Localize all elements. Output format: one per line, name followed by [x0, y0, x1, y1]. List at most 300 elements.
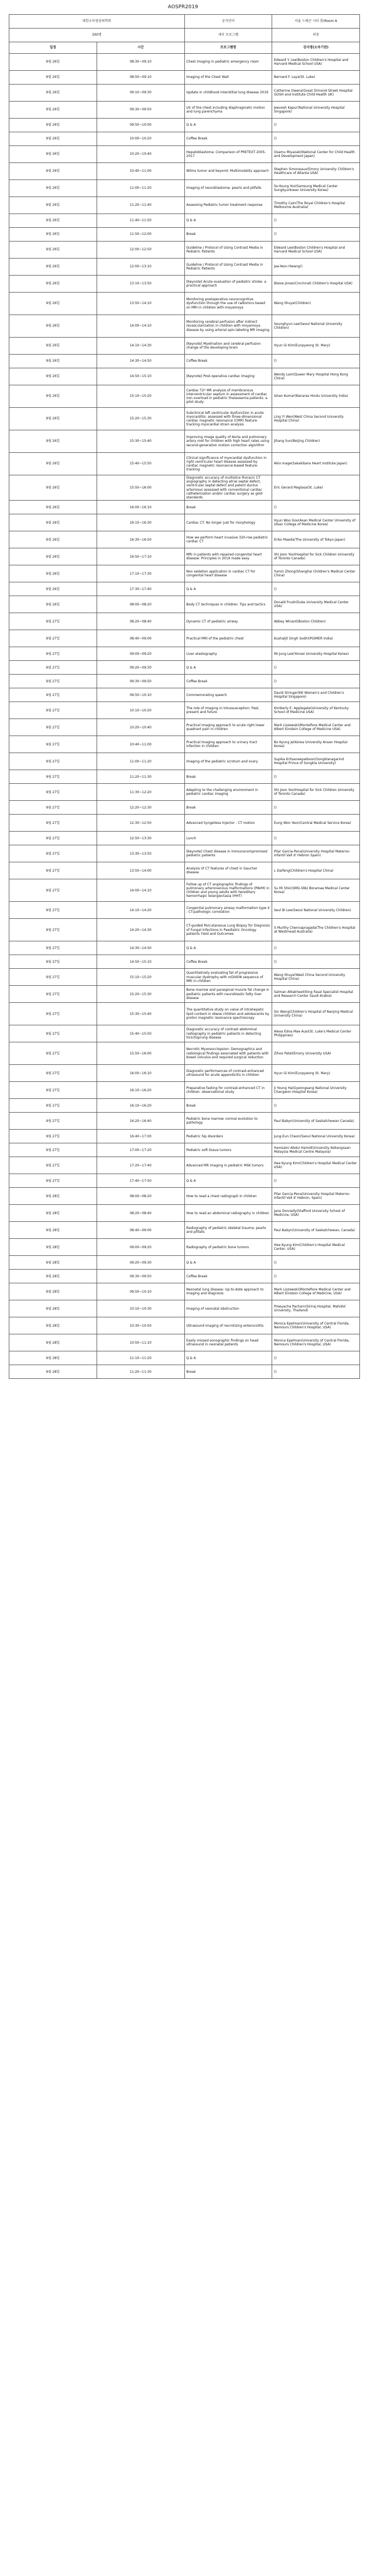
session-time: 16:20~16:40 — [97, 1113, 184, 1130]
session-row — [9, 845, 360, 862]
session-title: Q & A — [184, 1174, 272, 1188]
session-title: Q & A — [184, 1256, 272, 1270]
session-speaker: () — [272, 228, 360, 242]
session-title: Guideline / Protocol of Using Contrast Media in Pediatric Patients — [184, 242, 272, 259]
session-day: 9월 27일 — [9, 675, 97, 688]
session-title: [Keynote] Acute evaluation of pediatric stroke: a practical approach — [184, 276, 272, 293]
session-row — [9, 355, 360, 368]
session-time: 08:40~09:00 — [97, 630, 184, 647]
session-title: Cardiac T2* MR analysis of membranous interventricular septum in assessment of cardiac iron overload in pediatric thalassemia patients: a pilot study — [184, 385, 272, 408]
session-speaker: Donald Frush(Duke University Medical Center USA) — [272, 596, 360, 613]
session-speaker: Pilar Garcia-Pena(University Hospital Materno-Infantil Vall d' Hebron Spain) — [272, 845, 360, 862]
session-day: 9월 28일 — [9, 1317, 97, 1334]
session-time: 15:10~15:20 — [97, 969, 184, 986]
session-time: 13:10~13:50 — [97, 276, 184, 293]
session-row — [9, 784, 360, 801]
session-time: 10:50~11:10 — [97, 1334, 184, 1351]
session-time: 10:10~10:30 — [97, 1300, 184, 1317]
session-day: 9월 26일 — [9, 146, 97, 163]
session-row — [9, 1351, 360, 1365]
header-row — [9, 42, 360, 54]
session-title: Congenital pulmonary airway malformation type 4 : CT-pathologic correlation — [184, 902, 272, 919]
session-speaker: Mark Liszewski(Montefiore Medical Center and Albert Einstein College of Medicine, USA) — [272, 1283, 360, 1300]
session-speaker: Paul Babyn(University of Saskatchewan Canada) — [272, 1113, 360, 1130]
session-row — [9, 815, 360, 832]
session-title: Q & A — [184, 1351, 272, 1365]
session-speaker: Eriko Maeda(The University of Tokyo Japan) — [272, 531, 360, 548]
session-title: The quantitative study on value of intrahepatic lipid content in obese children and adolescents by proton magnetic resonance spectroscopy — [184, 1003, 272, 1025]
session-title: Chest imaging in pediatric emergency room — [184, 54, 272, 71]
session-title: Coffee Break — [184, 132, 272, 146]
session-day: 9월 28일 — [9, 1205, 97, 1222]
session-speaker: Su Mi Shin(SMG-SNU Boramae Medical Center Korea) — [272, 879, 360, 902]
session-time: 08:50~09:10 — [97, 71, 184, 85]
meta-center-label: 공식언어 — [184, 15, 272, 29]
session-row — [9, 1157, 360, 1174]
session-time: 08:00~08:20 — [97, 1188, 184, 1205]
session-row — [9, 719, 360, 736]
session-speaker: Seunghyun Lee(Seoul National University Children) — [272, 315, 360, 338]
session-row — [9, 242, 360, 259]
session-speaker: Monica Epelman(University of Central Florida, Nemours Children's Hospital, USA) — [272, 1317, 360, 1334]
session-time: 08:00~08:20 — [97, 596, 184, 613]
session-row — [9, 919, 360, 941]
session-speaker: Edward Lee(Boston Children's Hospital and Harvard Medical School USA) — [272, 242, 360, 259]
session-row — [9, 1300, 360, 1317]
session-time: 16:30~16:50 — [97, 531, 184, 548]
session-time: 10:30~10:50 — [97, 1317, 184, 1334]
session-title: Ultrasound imaging of necrotizing enterocolitis — [184, 1317, 272, 1334]
session-title: Imaging of the pediatric scrotum and ovary — [184, 753, 272, 770]
session-day: 9월 26일 — [9, 71, 97, 85]
session-time: 08:20~08:40 — [97, 1205, 184, 1222]
meta-right-label: 서울 드래곤 시티 룸(Room A — [272, 15, 360, 29]
session-row — [9, 862, 360, 879]
session-time: 12:50~13:30 — [97, 832, 184, 845]
header-time: 시간 — [97, 42, 184, 54]
session-day: 9월 26일 — [9, 531, 97, 548]
session-day: 9월 28일 — [9, 1188, 97, 1205]
session-row — [9, 770, 360, 784]
session-time: 14:10~14:30 — [97, 338, 184, 355]
session-title: Follow up of CT angiographic findings of pulmonary arteriovenous malformations (PAVM) in children and young adults with hereditary hemorrhagic telangiectasia (HHT) — [184, 879, 272, 902]
session-day: 9월 27일 — [9, 969, 97, 986]
session-title: Radiography of pediatric bone tumors — [184, 1239, 272, 1256]
session-title: Q & A — [184, 941, 272, 955]
session-speaker: Shi Joon Yoo(Hospital for Sick Children University of Toronto Canada) — [272, 548, 360, 565]
session-speaker: () — [272, 1270, 360, 1283]
session-row — [9, 228, 360, 242]
session-row — [9, 315, 360, 338]
session-row — [9, 119, 360, 132]
header-day: 일정 — [9, 42, 97, 54]
session-title: Coffee Break — [184, 1270, 272, 1283]
session-row — [9, 385, 360, 408]
session-time: 09:10~09:30 — [97, 85, 184, 102]
session-title: The role of imaging in intussusception: Past, present and future — [184, 702, 272, 719]
session-day: 9월 27일 — [9, 955, 97, 969]
meta-left-value: 300명 — [9, 29, 185, 42]
session-speaker: Supika Kritsaneepaiboon(Songklanagarind Hospital Prince of Songkla University) — [272, 753, 360, 770]
session-title: Preparative fasting for contrast-enhanced CT in children: observational study — [184, 1082, 272, 1099]
session-speaker: Jung-Eun Cheon(Seoul National University Korea) — [272, 1130, 360, 1143]
session-time: 15:10~15:20 — [97, 385, 184, 408]
session-time: 08:40~09:00 — [97, 1222, 184, 1239]
session-speaker: () — [272, 132, 360, 146]
session-row — [9, 832, 360, 845]
session-title: Improving image quality of Aorta and pulmonary artery root for children with high heart rates using second-generation motion correction algorithm — [184, 430, 272, 453]
session-day: 9월 26일 — [9, 582, 97, 596]
session-time: 11:00~11:20 — [97, 180, 184, 197]
session-day: 9월 27일 — [9, 1143, 97, 1157]
session-title: Wilms tumor and beyond: Multimodality approach — [184, 163, 272, 180]
session-day: 9월 27일 — [9, 784, 97, 801]
session-row — [9, 259, 360, 276]
session-day: 9월 26일 — [9, 102, 97, 119]
session-time: 13:50~14:00 — [97, 862, 184, 879]
session-row — [9, 163, 360, 180]
session-time: 09:50~10:10 — [97, 1283, 184, 1300]
meta-right-value: 의장 — [272, 29, 360, 42]
session-row — [9, 1317, 360, 1334]
session-day: 9월 26일 — [9, 475, 97, 501]
session-row — [9, 565, 360, 582]
session-title: [Keynote] Chest disease in immunocompromised pediatric patients — [184, 845, 272, 862]
session-time: 12:00~12:50 — [97, 242, 184, 259]
session-row — [9, 955, 360, 969]
session-time: 10:10~10:20 — [97, 702, 184, 719]
session-row — [9, 675, 360, 688]
session-time: 13:50~14:10 — [97, 293, 184, 315]
session-day: 9월 28일 — [9, 1283, 97, 1300]
program-table — [9, 14, 360, 1379]
session-title: Monitoring postoperative neurocognitive dysfunction through the use of radiomics based on MRI in children with moyamoya — [184, 293, 272, 315]
session-time: 12:00~13:10 — [97, 259, 184, 276]
session-row — [9, 986, 360, 1003]
session-day: 9월 26일 — [9, 180, 97, 197]
session-day: 9월 26일 — [9, 214, 97, 228]
session-row — [9, 1270, 360, 1283]
session-day: 9월 27일 — [9, 879, 97, 902]
session-time: 14:50~15:10 — [97, 368, 184, 385]
session-speaker: Wendy Lam(Queen Mary Hospital Hong Kong China) — [272, 368, 360, 385]
session-speaker: Abbey Winant(Boston Children) — [272, 613, 360, 630]
session-day: 9월 27일 — [9, 986, 97, 1003]
session-time: 11:00~11:20 — [97, 753, 184, 770]
session-row — [9, 276, 360, 293]
session-time: 14:50~15:10 — [97, 955, 184, 969]
session-title: Coffee Break — [184, 675, 272, 688]
session-speaker: Timothy Cain(The Royal Children's Hospital Melbourne Australia) — [272, 197, 360, 214]
session-day: 9월 26일 — [9, 54, 97, 71]
session-title: Coffee Break — [184, 355, 272, 368]
session-row — [9, 548, 360, 565]
session-day: 9월 27일 — [9, 902, 97, 919]
session-title: Cardiac CT: No longer just for morphology — [184, 514, 272, 531]
session-time: 17:40~17:50 — [97, 1174, 184, 1188]
session-title: Adapting to the challenging environment in pediatric cardiac imaging — [184, 784, 272, 801]
session-speaker: Sin Wang(Children's Hospital of Nanjing Medical University China) — [272, 1003, 360, 1025]
session-day: 9월 26일 — [9, 408, 97, 430]
session-title: Easily missed sonographic findings on head ultrasound in neonatal patients — [184, 1334, 272, 1351]
session-day: 9월 27일 — [9, 919, 97, 941]
session-day: 9월 27일 — [9, 801, 97, 815]
session-time: 11:10~11:20 — [97, 1351, 184, 1365]
session-time: 10:00~10:20 — [97, 132, 184, 146]
session-time: 12:30~12:50 — [97, 815, 184, 832]
session-time: 16:10~16:20 — [97, 1099, 184, 1113]
session-time: 15:20~15:30 — [97, 408, 184, 430]
session-title: Neonatal lung disease: Up-to-date approach to imaging and diagnosis — [184, 1283, 272, 1300]
session-row — [9, 1042, 360, 1065]
session-row — [9, 71, 360, 85]
session-day: 9월 26일 — [9, 228, 97, 242]
session-row — [9, 1239, 360, 1256]
session-speaker: Blaise Jones(Cincinnati Children's Hospital USA) — [272, 276, 360, 293]
session-title: Analysis of CT features of chest in Gaucher disease — [184, 862, 272, 879]
session-row — [9, 514, 360, 531]
session-speaker: () — [272, 675, 360, 688]
session-day: 9월 26일 — [9, 132, 97, 146]
session-title: Body CT techniques in children: Tips and tactics — [184, 596, 272, 613]
meta-center-value: 세부 프로그램 — [184, 29, 272, 42]
session-row — [9, 879, 360, 902]
session-speaker: Stephen Simoneaux(Emory University Children's Healthcare of Atlanta USA) — [272, 163, 360, 180]
session-day: 9월 27일 — [9, 1082, 97, 1099]
session-row — [9, 197, 360, 214]
session-speaker: Bernard F. Laya(St. Luke) — [272, 71, 360, 85]
session-day: 9월 26일 — [9, 197, 97, 214]
session-day: 9월 26일 — [9, 163, 97, 180]
session-title: Diagnostic accuracy of multislice thoracic CT angiography in detecting atrial septal defect, ventricular septal defect and patent ductus arteriosus assessed with conventional cardiac catheterization and/or cardiac surgery as gold standards — [184, 475, 272, 501]
session-title: Monitoring cerebral perfusion after indirect revascularization in children with moyamoya disease by using arterial spin-labeling MR imaging — [184, 315, 272, 338]
session-speaker: Jae-Yeon Hwang() — [272, 259, 360, 276]
session-title: Coffee Break — [184, 955, 272, 969]
session-time: 09:00~09:20 — [97, 1239, 184, 1256]
session-speaker: () — [272, 941, 360, 955]
session-time: 10:40~11:00 — [97, 736, 184, 753]
session-row — [9, 146, 360, 163]
session-row — [9, 1082, 360, 1099]
session-speaker: Hamzaini Abdul Hamid(University Kebangsaan Malaysia Medical Centre Malaysia) — [272, 1143, 360, 1157]
session-speaker: Mark Liszewski(Montefiore Medical Center and Albert Einstein College of Medicine USA) — [272, 719, 360, 736]
session-row — [9, 1188, 360, 1205]
session-time: 14:00~14:10 — [97, 315, 184, 338]
session-title: [Keynote] Myelination and cerebral perfusion change of the developing brain — [184, 338, 272, 355]
session-speaker: () — [272, 1256, 360, 1270]
session-speaker: Jane Donnelly(Stafford University School of Medicine, USA) — [272, 1205, 360, 1222]
session-time: 09:30~09:50 — [97, 1270, 184, 1283]
session-day: 9월 27일 — [9, 1099, 97, 1113]
session-speaker: Zihoo Patel(Emory University USA) — [272, 1042, 360, 1065]
session-title: Dynamic CT of pediatric airway — [184, 613, 272, 630]
session-row — [9, 969, 360, 986]
session-row — [9, 630, 360, 647]
session-day: 9월 28일 — [9, 1300, 97, 1317]
session-title: Pediatric bone marrow: normal evolution to pathology — [184, 1113, 272, 1130]
session-time: 10:20~10:40 — [97, 719, 184, 736]
session-day: 9월 26일 — [9, 565, 97, 582]
session-day: 9월 27일 — [9, 1174, 97, 1188]
session-row — [9, 214, 360, 228]
session-speaker: Edward Y. Lee(Boston Children's Hospital and Harvard Medical School USA) — [272, 54, 360, 71]
session-time: 15:30~15:40 — [97, 1003, 184, 1025]
session-row — [9, 54, 360, 71]
session-speaker: Salman Albakheet(King Fasal Specialist Hospital and Research Center Saudi Arabia) — [272, 986, 360, 1003]
session-row — [9, 582, 360, 596]
session-day: 9월 26일 — [9, 368, 97, 385]
session-row — [9, 801, 360, 815]
header-speaker: 강사명(소속기관) — [272, 42, 360, 54]
meta-row-2 — [9, 29, 360, 42]
session-day: 9월 28일 — [9, 1270, 97, 1283]
session-speaker: () — [272, 119, 360, 132]
session-speaker: () — [272, 661, 360, 675]
session-title: Lunch — [184, 832, 272, 845]
session-day: 9월 27일 — [9, 688, 97, 702]
session-speaker: S Murthy Chennapragada(The Children's Hospital at Westmead Australia) — [272, 919, 360, 941]
session-speaker: Seul Bi Lee(Seoul National University Children) — [272, 902, 360, 919]
session-speaker: Akio Inage(Sakakibara Heart Institute Japan) — [272, 453, 360, 475]
session-title: Diagnostic accuracy of contrast abdominal radiography in pediatric patients in detecting hirschsprung disease — [184, 1025, 272, 1042]
session-speaker: Paul Babyn(University of Saskatchewan, Canada) — [272, 1222, 360, 1239]
session-title: Q & A — [184, 119, 272, 132]
session-speaker: Kushaljit Singh Sodhi(PGIMER India) — [272, 630, 360, 647]
session-row — [9, 338, 360, 355]
session-title: US of the chest including diaphragmatic motion and lung parenchyma — [184, 102, 272, 119]
session-title: CT-guided Percutaneous Lung Biopsy for Diagnosis of Fungal Infections in Paediatric Oncology patients Yield and Outcomes — [184, 919, 272, 941]
session-time: 14:20~14:30 — [97, 919, 184, 941]
session-row — [9, 1334, 360, 1351]
session-row — [9, 1130, 360, 1143]
session-day: 9월 26일 — [9, 242, 97, 259]
session-title: Commemorating speech — [184, 688, 272, 702]
session-title: How to read a chest radiograph in children — [184, 1188, 272, 1205]
session-day: 9월 26일 — [9, 276, 97, 293]
session-time: 08:20~08:40 — [97, 613, 184, 630]
session-time: 15:20~15:30 — [97, 986, 184, 1003]
session-speaker: () — [272, 832, 360, 845]
session-day: 9월 28일 — [9, 1222, 97, 1239]
session-time: 13:30~13:50 — [97, 845, 184, 862]
session-title: Non sedation application in cardiac CT for congenital heart disease — [184, 565, 272, 582]
session-row — [9, 902, 360, 919]
session-day: 9월 27일 — [9, 613, 97, 630]
session-time: 09:20~09:30 — [97, 1256, 184, 1270]
session-speaker: Ishan Kumar(Banaras Hindu University India) — [272, 385, 360, 408]
session-title: Q & A — [184, 214, 272, 228]
session-day: 9월 26일 — [9, 315, 97, 338]
session-day: 9월 26일 — [9, 338, 97, 355]
session-day: 9월 26일 — [9, 293, 97, 315]
session-time: 09:30~09:50 — [97, 102, 184, 119]
session-time: 16:50~17:10 — [97, 548, 184, 565]
session-speaker: Catherine Owens(Great Ormond Street Hospital GOSH and Institute Child Health UK) — [272, 85, 360, 102]
session-day: 9월 26일 — [9, 259, 97, 276]
session-day: 9월 28일 — [9, 1351, 97, 1365]
session-time: 08:30~09:10 — [97, 54, 184, 71]
session-day: 9월 27일 — [9, 1042, 97, 1065]
session-row — [9, 941, 360, 955]
session-row — [9, 85, 360, 102]
session-title: Pediatric soft tissue tumors — [184, 1143, 272, 1157]
session-row — [9, 1365, 360, 1379]
session-row — [9, 475, 360, 501]
session-row — [9, 408, 360, 430]
session-time: 14:30~14:50 — [97, 355, 184, 368]
session-day: 9월 27일 — [9, 832, 97, 845]
session-time: 11:20~11:40 — [97, 197, 184, 214]
session-title: Pediatric hip disorders — [184, 1130, 272, 1143]
session-title: Practical MRI of the pediatric chest — [184, 630, 272, 647]
session-row — [9, 613, 360, 630]
meta-row-1 — [9, 15, 360, 29]
session-speaker: Pilar Garcia-Pena(University Hospital Materno-Infantil Vall d' Hebron, Spain) — [272, 1188, 360, 1205]
session-day: 9월 27일 — [9, 736, 97, 753]
session-speaker: Wang Shuye(West China Second University Hospital China) — [272, 969, 360, 986]
session-time: 17:10~17:30 — [97, 565, 184, 582]
session-day: 9월 27일 — [9, 630, 97, 647]
session-row — [9, 1143, 360, 1157]
session-speaker: Jihang Sun(Beijing Children) — [272, 430, 360, 453]
session-title: How we perform heart invasive 320-row pediatric cardiac CT — [184, 531, 272, 548]
session-day: 9월 27일 — [9, 1113, 97, 1130]
session-row — [9, 1222, 360, 1239]
session-day: 9월 28일 — [9, 1365, 97, 1379]
session-title: [Keynote] Post-operative cardiac imaging — [184, 368, 272, 385]
session-row — [9, 1113, 360, 1130]
session-speaker: David Stringer(KK Women's and Children's Hospital Singapore) — [272, 688, 360, 702]
session-row — [9, 132, 360, 146]
session-row — [9, 430, 360, 453]
session-time: 09:50~10:10 — [97, 688, 184, 702]
session-row — [9, 1025, 360, 1042]
session-title: Bone marrow and paraspinal muscle fat change in pediatric patients with neuroblastic fatty liver disease — [184, 986, 272, 1003]
session-day: 9월 27일 — [9, 719, 97, 736]
session-time: 16:40~17:00 — [97, 1130, 184, 1143]
session-title: How to read an abdominal radiography in children — [184, 1205, 272, 1222]
session-speaker: Ling Yi Wen(West China Second University Hospital China) — [272, 408, 360, 430]
session-time: 10:20~10:40 — [97, 146, 184, 163]
session-speaker: () — [272, 1099, 360, 1113]
session-row — [9, 453, 360, 475]
session-time: 11:20~11:30 — [97, 770, 184, 784]
session-time: 10:40~11:00 — [97, 163, 184, 180]
session-title: Practical imaging approach to acute right lower quadrant pain in children — [184, 719, 272, 736]
header-title: 프로그램명 — [184, 42, 272, 54]
session-day: 9월 26일 — [9, 596, 97, 613]
session-row — [9, 1174, 360, 1188]
session-title: Clinical significance of myocardial dysfunction in right ventricular heart disease assessed by cardiac magnetic resonance-based feature-tracking — [184, 453, 272, 475]
session-time: 11:50~12:00 — [97, 228, 184, 242]
session-speaker: () — [272, 501, 360, 514]
session-day: 9월 27일 — [9, 1003, 97, 1025]
session-speaker: () — [272, 214, 360, 228]
session-speaker: Osamu Miyazaki(National Center for Child Health and Development Japan) — [272, 146, 360, 163]
session-speaker: Eung Won Yeon(Central Medical Service Korea) — [272, 815, 360, 832]
session-time: 15:40~15:50 — [97, 453, 184, 475]
session-row — [9, 1099, 360, 1113]
session-time: 17:30~17:40 — [97, 582, 184, 596]
session-speaker: () — [272, 355, 360, 368]
session-title: Quantitatively evaluating fat of progressive muscular dystrophy with mDIXON sequence of MRI in children — [184, 969, 272, 986]
session-day: 9월 27일 — [9, 770, 97, 784]
session-day: 9월 27일 — [9, 1025, 97, 1042]
session-row — [9, 102, 360, 119]
session-title: Break — [184, 228, 272, 242]
session-time: 17:20~17:40 — [97, 1157, 184, 1174]
session-row — [9, 1256, 360, 1270]
